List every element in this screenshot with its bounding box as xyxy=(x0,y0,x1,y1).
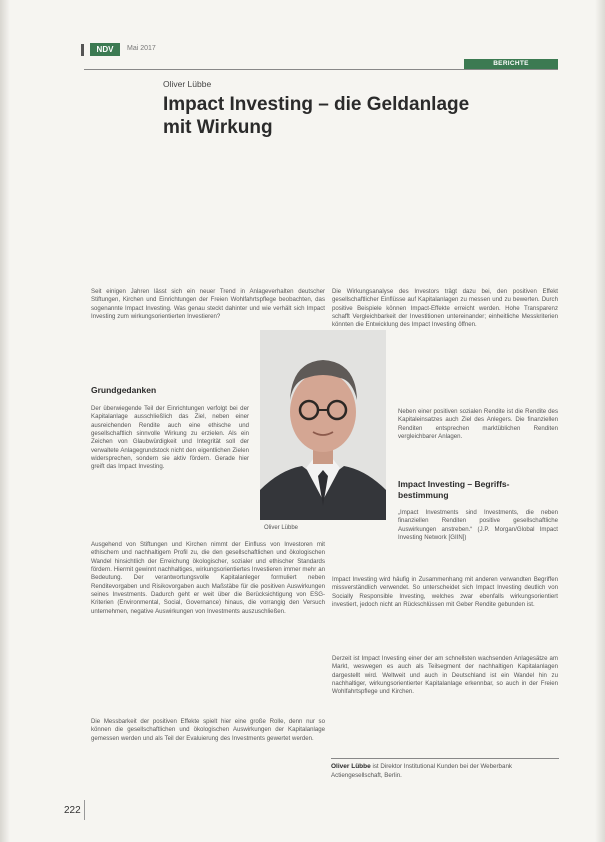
photo-caption: Oliver Lübbe xyxy=(264,525,299,531)
left-scan-shadow xyxy=(0,0,10,842)
col2-paragraph-4: Impact Investing wird häufig in Zusammenhang mit anderen verwandten Begriffen missverständlich verwendet. So unterscheidet sich Impact Investing deutlich von Socially Responsible Investing, welches zwar ebenfalls wirkungsorientiert investiert, jedoch nicht an Rückschlüssen mit Geber Rendite gebunden ist. xyxy=(332,576,558,609)
section-tag: BERICHTE xyxy=(464,59,558,69)
definition-quote: „Impact Investments sind Investments, die neben finanziellen Renditen positive gesellschaftliche Auswirkungen anstreben.“ (J.P. Morgan/Global Impact Investing Network [GIIN]) xyxy=(398,509,558,542)
section2-title-line-2: bestimmung xyxy=(398,490,449,500)
bio-text: ist Direktor Institutional Kunden bei der Weberbank Actiengesellschaft, Berlin. xyxy=(331,763,512,779)
journal-logo: NDV xyxy=(90,43,120,56)
article-title xyxy=(163,93,543,139)
right-scan-shadow xyxy=(595,0,605,842)
bio-author-name: Oliver Lübbe xyxy=(331,763,371,770)
header-rule xyxy=(84,69,558,70)
section-heading-grundgedanken: Grundgedanken xyxy=(91,385,157,395)
portrait-illustration xyxy=(260,330,386,520)
col2-paragraph-2: Neben einer positiven sozialen Rendite ist die Rendite des Kapitaleinsatzes auch Ziel des Anlegers. Die finanziellen Renditen entsprechen marktüblichen Renditen vergleichbarer Anlagen. xyxy=(398,408,558,441)
author-line: Oliver Lübbe xyxy=(163,79,212,89)
section2-title-line-1: Impact Investing – Begriffs- xyxy=(398,479,510,489)
author-portrait xyxy=(260,330,386,520)
title-line-1: Impact Investing – die Geldanlage xyxy=(163,94,470,115)
issue-date: Mai 2017 xyxy=(127,45,156,52)
section1-paragraph-2: Ausgehend von Stiftungen und Kirchen nimmt der Einfluss von Investoren mit ethischem und nachhaltigem Profil zu, die den gesellschaftlichen und ökologischen Wandel hinsichtlich der Erreichung ökologischer, sozialer und ethischer Standards fördern. Hiermit gewinnt nachhaltiges, wirkungsorientiertes Investieren immer mehr an Bedeutung. Der verantwortungsvolle Kapitalanleger formuliert neben Renditevorgaben und Risikovorgaben auch Maßstäbe für die positiven Auswirkungen seines Investments. Dadurch geht er weit über die Berücksichtigung von ESG-Kriterien (Environmental, Social, Governance) hinaus, die vorrangig den Versuch unternehmen, negative Auswirkungen von Investments auszuschließen. xyxy=(91,541,325,615)
page-number: 222 xyxy=(64,805,81,816)
section1-paragraph-3: Die Messbarkeit der positiven Effekte spielt hier eine große Rolle, denn nur so können die gesellschaftlichen und ökologischen Auswirkungen der Kapitalanlage gemessen werden und als Teil der Evaluierung des Investments gewertet werden. xyxy=(91,718,325,742)
col2-paragraph-5: Derzeit ist Impact Investing einer der am schnellsten wachsenden Anlagesätze am Markt, weswegen es auch als Teilsegment der nachhaltigen Kapitalanlagen dargestellt wird. Weltweit und auch in Deutschland ist ein Wandel hin zu nachhaltiger, wirkungsorientierter Kapitalanlage erkennbar, so auch in der Freien Wohlfahrtspflege und Kirchen. xyxy=(332,655,558,696)
section1-paragraph: Der überwiegende Teil der Einrichtungen verfolgt bei der Kapitalanlage ausschließlich das Ziel, neben einer ausreichenden Rendite auch eine ethische und gesellschaftlich sinnvolle Wirkung zu erzielen. Als ein Zeichen von Glaubwürdigkeit und Integrität soll der verwaltete Anlagegrundstock nicht den eigentlichen Zielen widersprechen, sondern sie aktiv fördern. Gerade hier greift das Impact Investing. xyxy=(91,405,249,471)
title-line-2: mit Wirkung xyxy=(163,117,273,138)
intro-paragraph: Seit einigen Jahren lässt sich ein neuer Trend in Anlageverhalten deutscher Stiftungen, Kirchen und Einrichtungen der Freien Wohlfahrtspflege beobachten, das sogenannte Impact Investing. Was genau steckt dahinter und wie verhält sich Impact Investing zum wirkungsorientierten Investieren? xyxy=(91,288,325,321)
author-bio-box xyxy=(331,758,559,780)
header-left-rule xyxy=(81,44,84,56)
col2-paragraph-1: Die Wirkungsanalyse des Investors trägt dazu bei, den positiven Effekt gesellschaftlicher Einflüsse auf Kapitalanlagen zu messen und zu bewerten. Durch positive Beispiele können Impact-Effekte erreicht werden. Hohe Transparenz schafft Vergleichbarkeit der Investitionen untereinander; einheitliche Messkriterien könnten die Entwicklung des Impact Investing öffnen. xyxy=(332,288,558,329)
section-heading-begriffsbestimmung xyxy=(398,479,509,501)
page-number-rule xyxy=(84,800,85,820)
